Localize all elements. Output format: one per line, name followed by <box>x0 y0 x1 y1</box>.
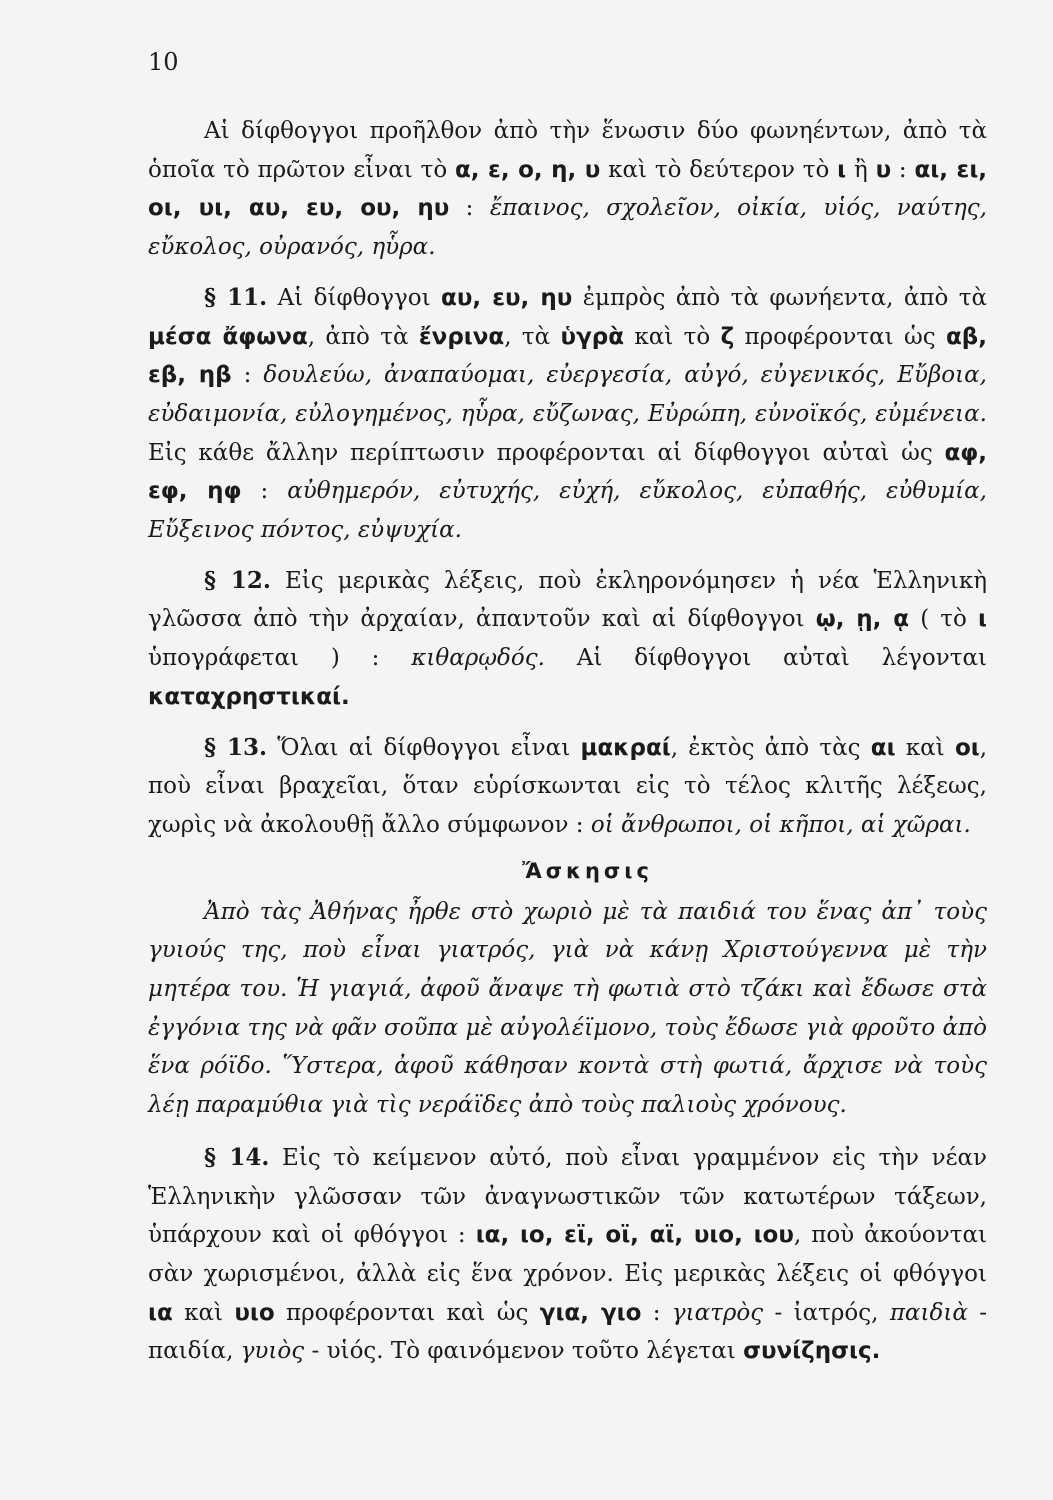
text-run: προφέρονται ὡς <box>734 323 946 350</box>
text-run: καὶ τὸ <box>624 323 721 350</box>
text-run-sec: § 14. <box>204 1143 270 1171</box>
text-run: προφέρονται καὶ ὡς <box>274 1299 540 1326</box>
text-run-b: για, γιο <box>539 1299 642 1326</box>
text-run: : <box>231 362 264 389</box>
text-run: : <box>241 478 288 505</box>
text-run: ἐμπρὸς ἀπὸ τὰ φωνήεντα, ἀπὸ τὰ <box>572 284 987 311</box>
text-run: Εἰς μερικὰς λέξεις, ποὺ ἐκληρονόμησεν ἡ νέα Ἑλληνικὴ γλῶσσα ἀπὸ τὴν ἀρχαίαν, ἀπαντοῦν καὶ αἱ δίφθογγοι <box>148 567 987 633</box>
text-run: : <box>641 1299 672 1326</box>
text-run: Εἰς κάθε ἄλλην περίπτωσιν προφέρονται αἱ δίφθογγοι αὐταὶ ὡς <box>148 439 945 466</box>
text-run-b: καταχρηστικαί. <box>148 683 350 710</box>
text-run-i: παιδιὰ <box>889 1299 968 1326</box>
paragraph-diphthongs <box>148 112 987 267</box>
text-run-b: αι, ει, οι, υι, αυ, ευ, ου, ηυ <box>148 156 988 222</box>
text-run-b: αι <box>870 734 896 761</box>
text-run-b: ῳ, ῃ, ᾳ <box>815 606 910 633</box>
text-run: - ἰατρός, <box>763 1299 890 1326</box>
text-run-b: ὑγρὰ <box>560 323 624 350</box>
section-paragraphs <box>148 112 987 845</box>
text-run-b: ια, ιο, εϊ, οϊ, αϊ, υιο, ιου <box>475 1222 794 1249</box>
text-run: ἢ <box>846 156 876 183</box>
text-run-b: ι <box>837 156 847 183</box>
text-run-b: ἔνρινα <box>418 323 505 350</box>
text-run: : <box>891 156 915 183</box>
text-run: , ἐκτὸς ἀπὸ τὰς <box>670 734 871 761</box>
text-run-i: δουλεύω, ἀναπαύομαι, εὐεργεσία, αὐγό, εὐγενικός, Εὔβοια, εὐδαιμονία, εὐλογημένος, ηὗρα, εὔζωνας, Εὐρώπη, εὐνοϊκός, εὐμένεια. <box>148 362 987 427</box>
paragraph-section-11 <box>148 279 987 550</box>
text-run-b: ι <box>978 606 987 633</box>
text-run: , ἀπὸ τὰ <box>307 323 419 350</box>
text-run-i: ἔπαινος, σχολεῖον, οἰκία, υἱός, ναύτης, εὔκολος, οὐρανός, ηὗρα. <box>148 195 987 261</box>
text-run-b: υ <box>875 156 892 183</box>
text-run-b: ζ <box>720 323 735 350</box>
text-run: καὶ τὸ δεύτερον τὸ <box>600 156 838 183</box>
text-run: καὶ <box>895 734 955 761</box>
text-run-i: αὐθημερόν, εὐτυχής, εὐχή, εὔκολος, εὐπαθής, εὐθυμία, Εὔξεινος πόντος, εὐψυχία. <box>148 478 987 544</box>
text-run-b: αφ, εφ, ηφ <box>148 439 987 505</box>
text-run-b: συνίζησις. <box>743 1338 881 1365</box>
text-run: , ποὺ εἶναι βραχεῖαι, ὅταν εὑρίσκωνται εἰς τὸ τέλος κλιτῆς λέξεως, χωρὶς νὰ ἀκολουθῇ ἄλλο σύμφωνον : <box>148 734 988 838</box>
text-run-b: μέσα ἄφωνα <box>148 323 308 350</box>
text-run-b: μακραί <box>580 734 671 761</box>
text-run: - παιδία, <box>148 1299 988 1365</box>
text-run: : <box>449 195 490 222</box>
text-run-b: υιο <box>234 1299 275 1326</box>
text-run: Εἰς τὸ κείμενον αὐτό, ποὺ εἶναι γραμμένον εἰς τὴν νέαν Ἑλληνικὴν γλῶσσαν τῶν ἀναγνωστικῶν τῶν κατωτέρων τάξεων, ὑπάρχουν καὶ οἱ φθόγγοι : <box>148 1144 987 1249</box>
text-run: ὑπογράφεται ) : <box>148 645 412 672</box>
text-run-b: ια <box>148 1299 173 1326</box>
text-run-i: γυιὸς <box>240 1338 305 1365</box>
text-run: Αἱ δίφθογγοι αὐταὶ λέγονται <box>544 645 987 672</box>
text-run: καὶ <box>172 1299 235 1326</box>
text-run: ( τὸ <box>909 606 979 633</box>
exercise-text: Ἀπὸ τὰς Ἀθήνας ἦρθε στὸ χωριὸ μὲ τὰ παιδιά του ἕνας ἀπ᾽ τοὺς γυιούς της, ποὺ εἶναι γιατρός, γιὰ νὰ κάνῃ Χριστούγεννα μὲ τὴν μητέρα του. Ἡ γιαγιά, ἀφοῦ ἄναψε τὴ φωτιὰ στὸ τζάκι καὶ ἔδωσε στὰ ἐγγόνια της νὰ φᾶν σοῦπα μὲ αὐγολέϊμονο, τοὺς ἔδωσε γιὰ φροῦτο ἀπὸ ἕνα ρόϊδο. Ὕστερα, ἀφοῦ κάθησαν κοντὰ στὴ φωτιά, ἄρχισε νὰ τοὺς λέῃ παραμύθια γιὰ τὶς νεράϊδες ἀπὸ τοὺς παλιοὺς χρόνους. <box>148 898 987 1119</box>
page-number: 10 <box>148 48 179 76</box>
text-run: , τὰ <box>504 323 561 350</box>
text-run-b: α, ε, ο, η, υ <box>454 156 601 183</box>
text-run: - υἱός. Τὸ φαινόμενον τοῦτο λέγεται <box>304 1338 744 1365</box>
text-run-i: οἱ ἄνθρωποι, οἱ κῆποι, αἱ χῶραι. <box>590 811 971 838</box>
text-run: , ποὺ ἀκούονται σὰν χωρισμένοι, ἀλλὰ εἰς ἕνα χρόνον. Εἰς μερικὰς λέξεις οἱ φθόγγοι <box>148 1222 988 1287</box>
text-run-sec: § 12. <box>204 566 271 594</box>
exercise-heading: Ἄσκησις <box>522 858 653 883</box>
paragraph-section-12 <box>148 562 987 717</box>
text-run: Αἱ δίφθογγοι προῆλθον ἀπὸ τὴν ἕνωσιν δύο φωνηέντων, ἀπὸ τὰ ὁποῖα τὸ πρῶτον εἶναι τὸ <box>148 118 987 183</box>
paragraph-section-13 <box>148 729 987 845</box>
paragraph-section-14 <box>148 1139 987 1371</box>
text-run-sec: § 11. <box>204 283 268 311</box>
text-run-b: οι <box>954 734 980 761</box>
text-run: Ὅλαι αἱ δίφθογγοι εἶναι <box>266 734 581 761</box>
text-run: Αἱ δίφθογγοι <box>267 284 442 311</box>
text-run-i: γιατρὸς <box>671 1299 764 1326</box>
text-run-b: αυ, ευ, ηυ <box>441 284 573 311</box>
text-run-b: αβ, εβ, ηβ <box>148 323 987 389</box>
text-run-i: κιθαρῳδός. <box>411 645 545 672</box>
text-run-sec: § 13. <box>204 733 267 761</box>
